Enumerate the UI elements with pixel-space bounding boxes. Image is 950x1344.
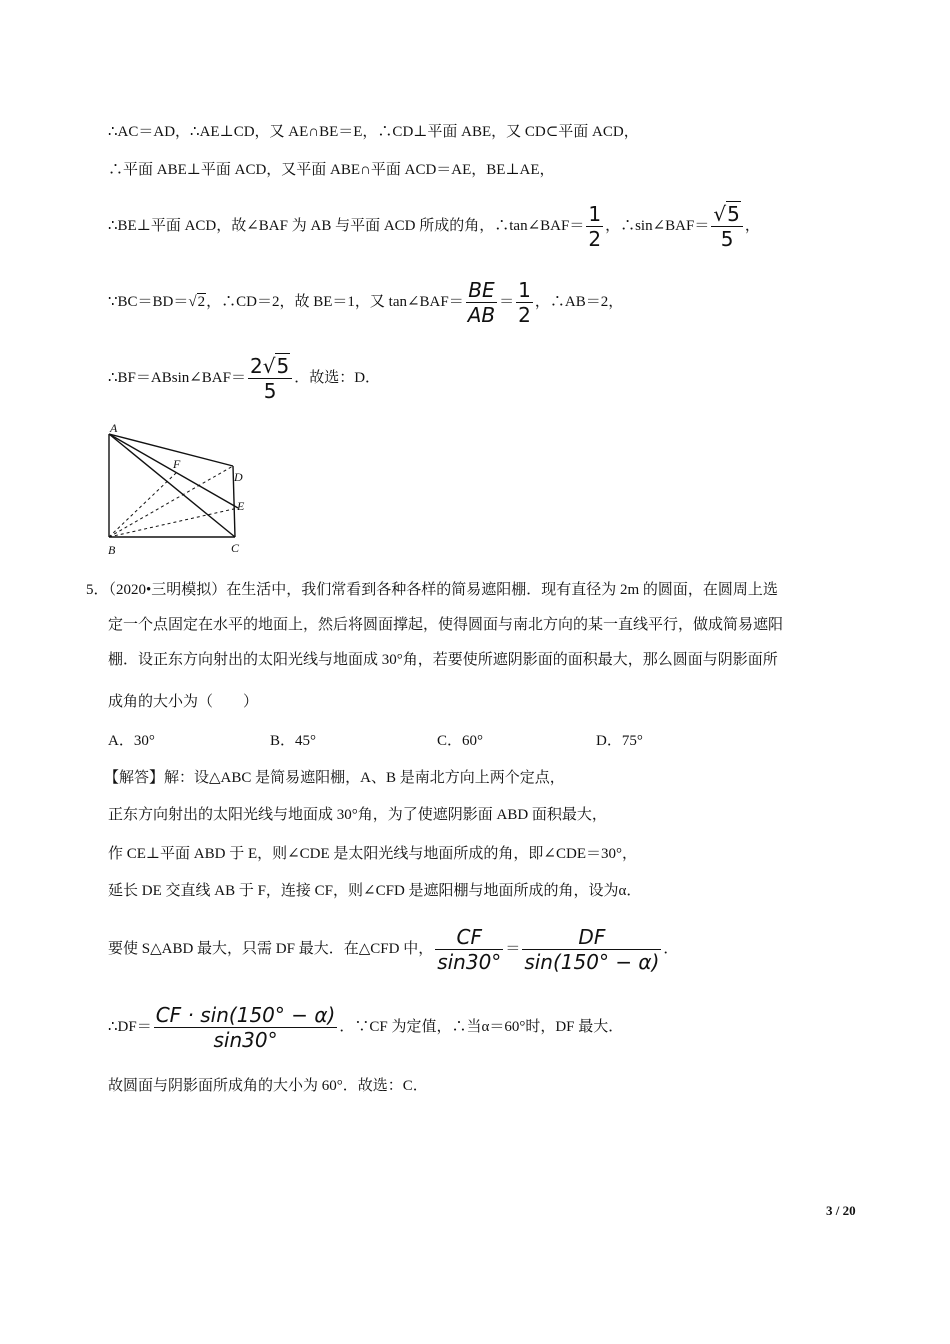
- solution-line-3: ∴BE⊥平面 ACD，故∠BAF 为 AB 与平面 ACD 所成的角，∴tan∠BAF＝ $\frac{1}{2}$ ，∴sin∠BAF＝ $\frac{√5}{5}$ ，: [108, 201, 760, 252]
- edge-ae: [109, 434, 238, 508]
- label-b: B: [108, 543, 116, 557]
- label-f: F: [173, 457, 181, 471]
- answer5-line-2: 正东方向射出的太阳光线与地面成 30°角，为了使遮阴影面 ABD 面积最大，: [108, 807, 607, 823]
- page-number: 3 / 20: [826, 1203, 856, 1218]
- sqrt-2: √2: [188, 294, 206, 310]
- solution-line-2: ∴平面 ABE⊥平面 ACD，又平面 ABE∩平面 ACD＝AE，BE⊥AE，: [108, 162, 555, 178]
- fraction-sin: $\frac{√5}{5}$: [711, 202, 742, 251]
- fraction-bf: $\frac{2√5}{5}$: [248, 354, 292, 403]
- answer5-line-1: 【解答】解：设△ABC 是简易遮阳棚，A、B 是南北方向上两个定点，: [104, 770, 565, 786]
- edge-ac: [109, 434, 235, 537]
- option-b: B．45°: [270, 733, 317, 749]
- solution-line-5: ∴BF＝ABsin∠BAF＝ $\frac{2√5}{5}$ ．故选：D．: [108, 353, 381, 404]
- answer5-line-3: 作 CE⊥平面 ABD 于 E，则∠CDE 是太阳光线与地面所成的角，即∠CDE＝30°，: [108, 846, 637, 862]
- question5-line-3: 棚．设正东方向射出的太阳光线与地面成 30°角，若要使所遮阴影面的面积最大，那么圆面与阴影面所: [108, 652, 778, 668]
- label-e: E: [237, 499, 245, 513]
- fraction-cf-sin30: $\frac{CF}{\sin 30^\circ}$: [437, 924, 502, 975]
- option-c: C．60°: [437, 733, 484, 749]
- edge-be-dashed: [109, 508, 238, 537]
- option-d: D．75°: [596, 733, 643, 749]
- fraction-half: $\frac{1}{2}$: [518, 277, 531, 328]
- question5-line-2: 定一个点固定在水平的地面上，然后将圆面撑起，使得圆面与南北方向的某一直线平行，做成简易遮阳: [108, 617, 784, 633]
- label-a: A: [110, 421, 118, 435]
- label-c: C: [231, 541, 240, 555]
- edge-bd-dashed: [109, 466, 233, 537]
- fraction-tan: $\frac{1}{2}$: [588, 201, 602, 252]
- solution-line-1: ∴AC＝AD，∴AE⊥CD，又 AE∩BE＝E，∴CD⊥平面 ABE，又 CD⊂平面 ACD，: [108, 124, 639, 140]
- fraction-df-formula: $\frac{CF \cdot \sin(150^\circ - \alpha)}{\sin 30^\circ}$: [155, 1002, 336, 1053]
- solution-line-4: ∵BC＝BD＝√2，∴CD＝2，故 BE＝1，又 tan∠BAF＝ $\frac{BE}{AB}$ ＝ $\frac{1}{2}$ ，∴AB＝2，: [108, 277, 624, 328]
- option-a: A．30°: [108, 733, 155, 749]
- answer5-line-6: ∴DF＝ $\frac{CF \cdot \sin(150^\circ - \alpha)}{\sin 30^\circ}$ ．∵CF 为定值，∴当α＝60°时，DF 最大．: [108, 1002, 624, 1053]
- geometry-figure: [100, 420, 260, 560]
- edge-bf-dashed: [109, 473, 176, 537]
- question5-line-1: 5．（2020•三明模拟）在生活中，我们常看到各种各样的简易遮阳棚．现有直径为 2m 的圆面，在圆周上选: [86, 582, 778, 598]
- answer5-line-5: 要使 S△ABD 最大，只需 DF 最大．在△CFD 中， $\frac{CF}{\sin 30^\circ}$ ＝ $\frac{DF}{\sin(150^\circ - \alpha)}$ ．: [108, 924, 679, 975]
- fraction-df-sin: $\frac{DF}{\sin(150^\circ - \alpha)}$: [524, 924, 660, 975]
- label-d: D: [234, 470, 243, 484]
- answer5-line-7: 故圆面与阴影面所成角的大小为 60°．故选：C．: [108, 1078, 428, 1094]
- answer5-line-4: 延长 DE 交直线 AB 于 F，连接 CF，则∠CFD 是遮阳棚与地面所成的角，设为α．: [108, 883, 642, 899]
- question5-line-4: 成角的大小为（ ）: [108, 694, 259, 710]
- solution-line-3-text: ∴BE⊥平面 ACD，故∠BAF 为 AB 与平面 ACD 所成的角，∴tan∠BAF＝: [108, 218, 585, 234]
- fraction-be-ab: $\frac{BE}{AB}$: [467, 277, 496, 328]
